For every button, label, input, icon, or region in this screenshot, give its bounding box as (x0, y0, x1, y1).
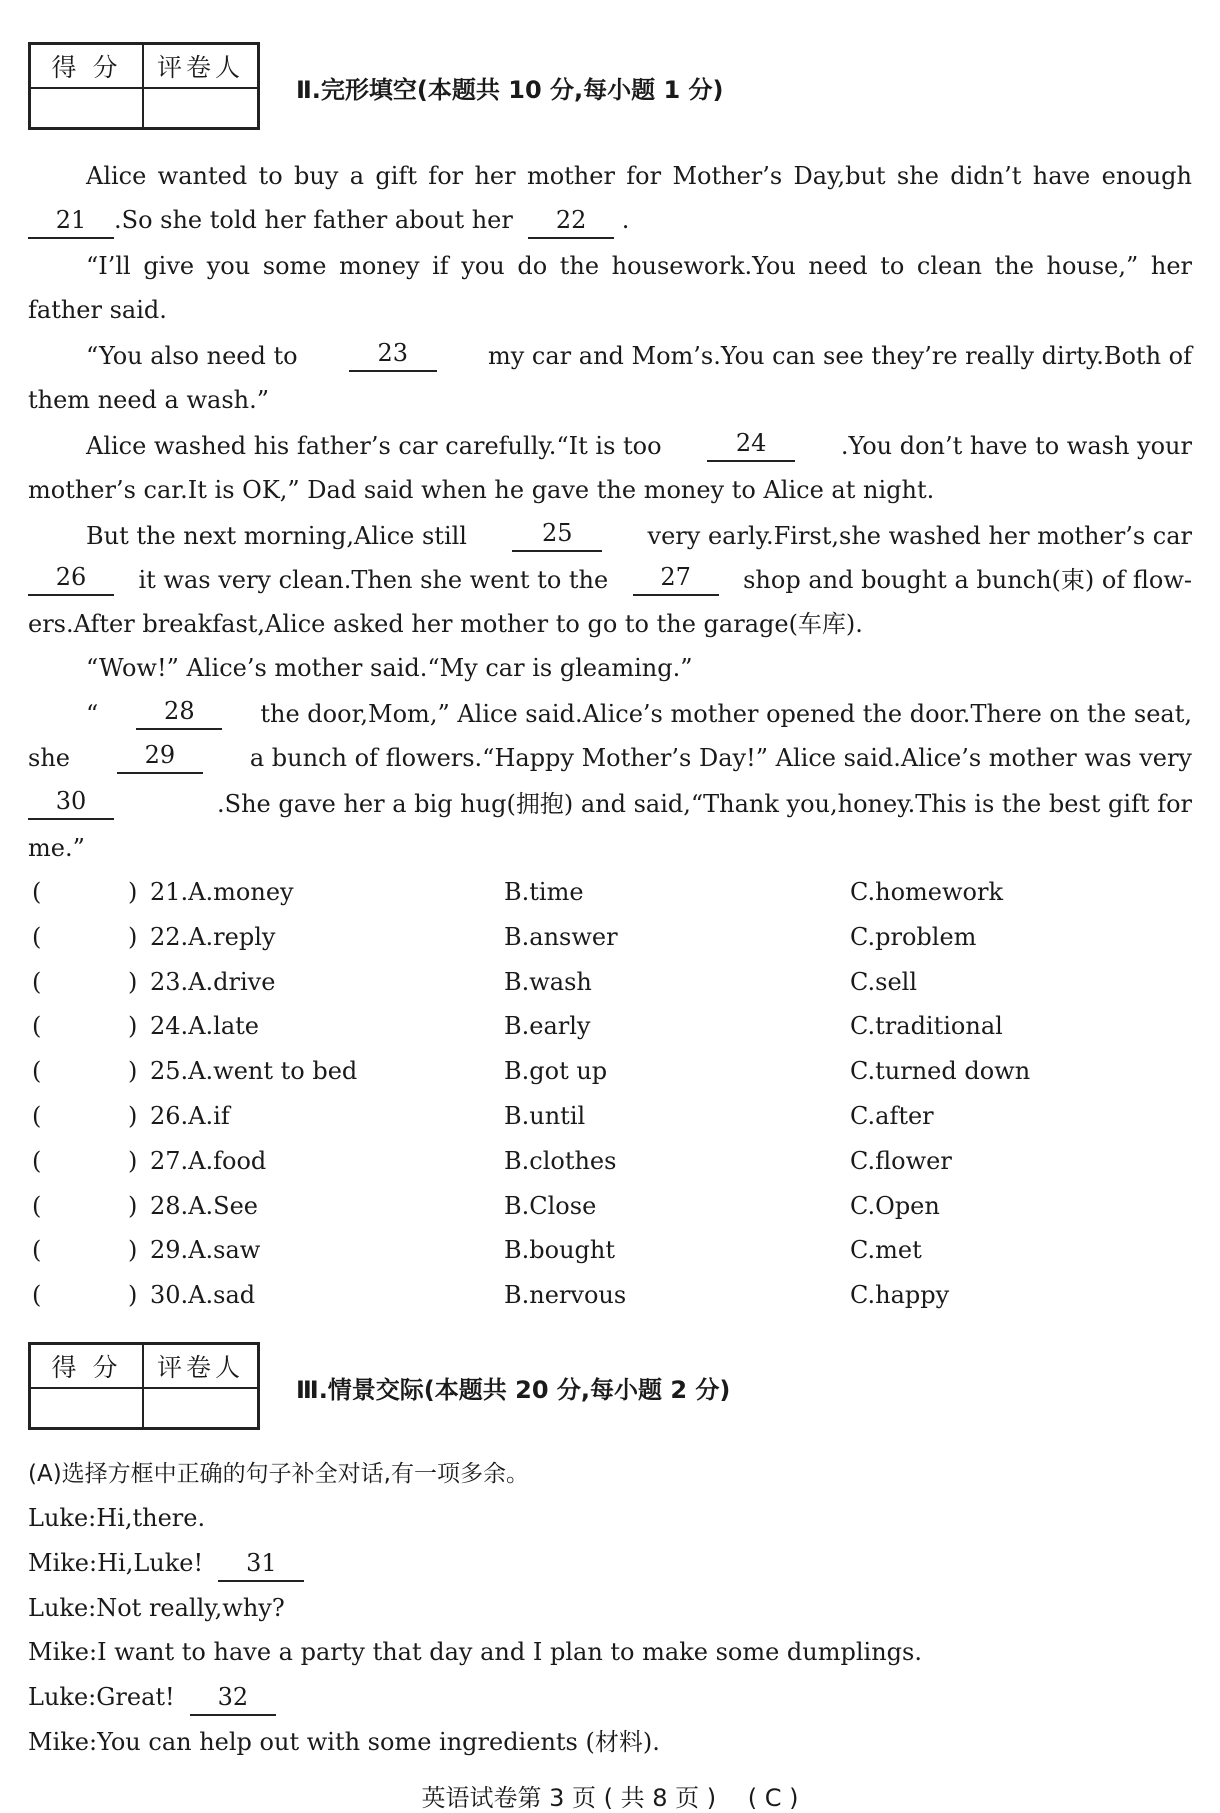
option-a[interactable]: 23.A.drive (150, 967, 276, 996)
option-row (28, 1008, 1192, 1044)
option-row (28, 1053, 1192, 1089)
option-row (28, 874, 1192, 910)
option-row (28, 919, 1192, 955)
answer-bracket-open[interactable]: ( (32, 1146, 42, 1175)
option-b[interactable]: B.wash (504, 967, 592, 996)
answer-bracket-open[interactable]: ( (32, 1012, 42, 1041)
answer-blank[interactable]: 29 (117, 740, 203, 774)
passage-line: me.” (28, 834, 85, 862)
grader-input-cell[interactable] (144, 1389, 257, 1427)
passage-line: Alice washed his father’s car carefully.“It is too 24 .You don’t have to wash your (86, 429, 1192, 460)
answer-blank[interactable]: 32 (190, 1682, 276, 1716)
option-row (28, 964, 1192, 1000)
passage-line: “You also need to 23 my car and Mom’s.You can see they’re really dirty.Both of (86, 339, 1192, 370)
answer-bracket-close: ) (128, 1191, 138, 1220)
passage-line: “I’ll give you some money if you do the housework.You need to clean the house,” her (86, 252, 1192, 280)
option-row (28, 1232, 1192, 1268)
option-b[interactable]: B.nervous (504, 1281, 627, 1310)
score-box (28, 1342, 260, 1430)
answer-bracket-close: ) (128, 1281, 138, 1310)
answer-bracket-open[interactable]: ( (32, 1191, 42, 1220)
question-number: 21 (150, 878, 181, 906)
question-number: 28 (150, 1191, 181, 1220)
answer-bracket-open[interactable]: ( (32, 1281, 42, 1310)
passage-line: But the next morning,Alice still 25 very early.First,she washed her mother’s car (86, 519, 1192, 550)
section-title: Ⅱ.完形填空(本题共 10 分,每小题 1 分) (296, 76, 724, 104)
answer-blank[interactable]: 26 (28, 562, 114, 596)
option-b[interactable]: B.Close (504, 1191, 597, 1220)
answer-bracket-open[interactable]: ( (32, 1102, 42, 1130)
question-number: 23 (150, 967, 181, 996)
answer-bracket-close: ) (128, 1102, 138, 1130)
option-a[interactable]: 27.A.food (150, 1146, 267, 1175)
score-input-cell[interactable] (31, 89, 144, 127)
answer-bracket-open[interactable]: ( (32, 1236, 42, 1265)
score-input-cell[interactable] (31, 1389, 144, 1427)
passage-line: “Wow!” Alice’s mother said.“My car is gleaming.” (86, 654, 693, 682)
dialogue-line: Luke:Great! 32 (28, 1679, 1192, 1715)
option-a[interactable]: 22.A.reply (150, 922, 276, 951)
instruction-text: (A)选择方框中正确的句子补全对话,有一项多余。 (28, 1461, 529, 1487)
dialogue-line: Luke:Hi,there. (28, 1504, 206, 1532)
answer-bracket-close: ) (128, 1057, 138, 1086)
option-c[interactable]: C.after (850, 1102, 934, 1130)
answer-bracket-open[interactable]: ( (32, 922, 42, 951)
grader-label: 评卷人 (144, 45, 257, 89)
option-c[interactable]: C.traditional (850, 1012, 1003, 1041)
question-number: 22 (150, 922, 181, 951)
answer-blank[interactable]: 22 (528, 205, 614, 239)
passage-line: father said. (28, 296, 167, 324)
option-b[interactable]: B.time (504, 878, 584, 906)
question-number: 24 (150, 1012, 181, 1041)
option-c[interactable]: C.Open (850, 1191, 940, 1220)
question-number: 29 (150, 1236, 181, 1265)
question-number: 30 (150, 1281, 181, 1310)
option-row (28, 1098, 1192, 1134)
passage-line: 26 it was very clean.Then she went to the 27 shop and bought a bunch(束) of flow- (28, 562, 1192, 598)
answer-bracket-open[interactable]: ( (32, 967, 42, 996)
option-b[interactable]: B.early (504, 1012, 591, 1041)
answer-bracket-open[interactable]: ( (32, 878, 42, 906)
passage-line: them need a wash.” (28, 386, 270, 414)
answer-blank[interactable]: 21 (28, 205, 114, 239)
dialogue-line: Mike:I want to have a party that day and I plan to make some dumplings. (28, 1638, 922, 1667)
option-a[interactable]: 21.A.money (150, 878, 294, 906)
option-b[interactable]: B.got up (504, 1057, 608, 1086)
score-label: 得 分 (31, 1345, 144, 1389)
page-footer: 英语试卷第 3 页 ( 共 8 页 ) ( C ) (421, 1784, 799, 1812)
answer-blank[interactable]: 30 (28, 786, 114, 820)
answer-bracket-close: ) (128, 1146, 138, 1175)
answer-blank[interactable]: 27 (633, 562, 719, 596)
passage-line: 30 .She gave her a big hug(拥抱) and said,“Thank you,honey.This is the best gift for (28, 786, 1192, 822)
dialogue-line: Mike:You can help out with some ingredients (材料). (28, 1728, 660, 1756)
answer-bracket-close: ) (128, 967, 138, 996)
option-b[interactable]: B.until (504, 1102, 586, 1130)
option-c[interactable]: C.homework (850, 878, 1004, 906)
option-b[interactable]: B.bought (504, 1236, 615, 1265)
option-a[interactable]: 28.A.See (150, 1191, 258, 1220)
answer-bracket-close: ) (128, 1012, 138, 1041)
answer-blank[interactable]: 31 (218, 1548, 304, 1582)
option-c[interactable]: C.problem (850, 922, 977, 951)
answer-blank[interactable]: 23 (349, 338, 437, 372)
question-number: 27 (150, 1146, 181, 1175)
answer-bracket-open[interactable]: ( (32, 1057, 42, 1086)
option-c[interactable]: C.met (850, 1236, 922, 1265)
section-title: Ⅲ.情景交际(本题共 20 分,每小题 2 分) (296, 1376, 731, 1404)
option-row (28, 1143, 1192, 1179)
option-b[interactable]: B.clothes (504, 1146, 617, 1175)
passage-line: Alice wanted to buy a gift for her mother for Mother’s Day,but she didn’t have enough (86, 162, 1192, 190)
option-c[interactable]: C.sell (850, 967, 918, 996)
option-a[interactable]: 24.A.late (150, 1012, 259, 1041)
option-b[interactable]: B.answer (504, 922, 618, 951)
option-a[interactable]: 26.A.if (150, 1102, 230, 1130)
option-a[interactable]: 29.A.saw (150, 1236, 261, 1265)
option-a[interactable]: 25.A.went to bed (150, 1057, 358, 1086)
option-c[interactable]: C.happy (850, 1281, 950, 1310)
answer-bracket-close: ) (128, 922, 138, 951)
score-label: 得 分 (31, 45, 144, 89)
option-a[interactable]: 30.A.sad (150, 1281, 256, 1310)
answer-blank[interactable]: 25 (512, 518, 602, 552)
grader-label: 评卷人 (144, 1345, 257, 1389)
passage-line: “ 28 the door,Mom,” Alice said.Alice’s mother opened the door.There on the seat, (86, 697, 1192, 728)
answer-blank[interactable]: 28 (136, 696, 222, 730)
option-row (28, 1188, 1192, 1224)
passage-line: mother’s car.It is OK,” Dad said when he gave the money to Alice at night. (28, 476, 935, 504)
option-c[interactable]: C.turned down (850, 1057, 1031, 1086)
option-c[interactable]: C.flower (850, 1146, 952, 1175)
grader-input-cell[interactable] (144, 89, 257, 127)
question-number: 26 (150, 1102, 181, 1130)
passage-line: 21 .So she told her father about her 22 . (28, 202, 1192, 238)
question-number: 25 (150, 1057, 181, 1086)
option-row (28, 1277, 1192, 1313)
answer-bracket-close: ) (128, 878, 138, 906)
score-box (28, 42, 260, 130)
dialogue-line: Luke:Not really,why? (28, 1593, 285, 1622)
answer-blank[interactable]: 24 (707, 428, 795, 462)
passage-line: she 29 a bunch of flowers.“Happy Mother’s Day!” Alice said.Alice’s mother was very (28, 741, 1192, 772)
passage-line: ers.After breakfast,Alice asked her mother to go to the garage(车库). (28, 610, 863, 638)
answer-bracket-close: ) (128, 1236, 138, 1265)
dialogue-line: Mike:Hi,Luke! 31 (28, 1545, 1192, 1581)
